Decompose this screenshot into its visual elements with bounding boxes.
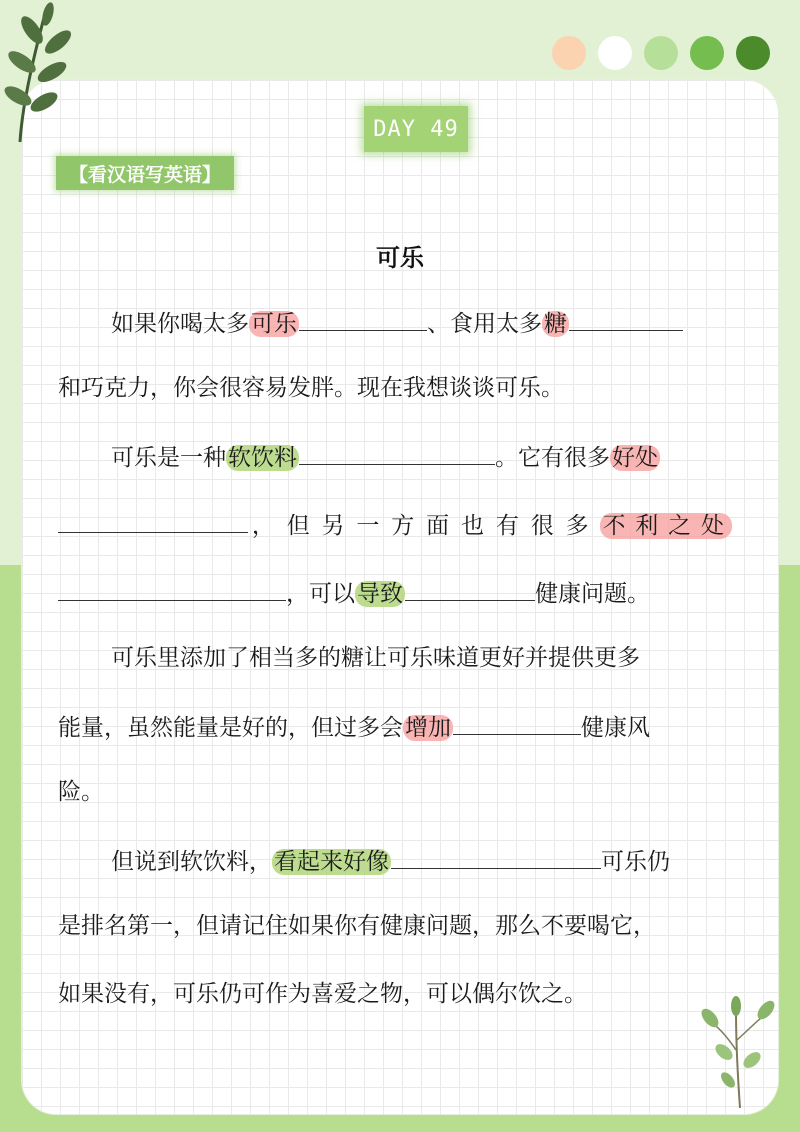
p1-text1: 如果你喝太多 bbox=[111, 311, 249, 337]
p2-text1: 可乐是一种 bbox=[111, 445, 226, 471]
p4-line1 bbox=[111, 842, 670, 876]
p2-line3 bbox=[58, 574, 650, 608]
p2-text2: 。它有很多 bbox=[495, 445, 610, 471]
p1-line1 bbox=[111, 304, 683, 338]
p3-line3 bbox=[58, 776, 104, 810]
leaf-branch-icon bbox=[0, 0, 90, 150]
p4-line3 bbox=[58, 978, 587, 1012]
highlight-seems-like: 看起来好像 bbox=[274, 849, 389, 875]
p2-line2 bbox=[58, 506, 732, 540]
p3-line3-text: 险。 bbox=[58, 779, 104, 805]
highlight-soft-drink: 软饮料 bbox=[228, 445, 297, 471]
highlight-benefits: 好处 bbox=[612, 445, 658, 471]
p3-text2: 健康风 bbox=[581, 715, 650, 741]
blank-input[interactable] bbox=[453, 708, 581, 735]
p3-text1: 能量，虽然能量是好的，但过多会 bbox=[58, 715, 403, 741]
p3-line1 bbox=[111, 642, 640, 676]
p4-line2 bbox=[58, 910, 656, 944]
blank-input[interactable] bbox=[299, 304, 427, 331]
p3-line2 bbox=[58, 708, 650, 742]
p2-line1 bbox=[111, 438, 660, 472]
p4-line2-text: 是排名第一，但请记住如果你有健康问题，那么不要喝它， bbox=[58, 913, 656, 939]
blank-input[interactable] bbox=[58, 506, 248, 533]
section-tag: 【看汉语写英语】 bbox=[56, 156, 234, 190]
highlight-sugar: 糖 bbox=[544, 311, 567, 337]
blank-input[interactable] bbox=[299, 438, 495, 465]
p4-text2: 可乐仍 bbox=[601, 849, 670, 875]
blank-input[interactable] bbox=[569, 304, 683, 331]
color-dots bbox=[552, 36, 770, 70]
blank-input[interactable] bbox=[405, 574, 535, 601]
blank-input[interactable] bbox=[391, 842, 601, 869]
p4-line3-text: 如果没有，可乐仍可作为喜爱之物，可以偶尔饮之。 bbox=[58, 981, 587, 1007]
p2-text3: ，但另一方面也有很多 bbox=[248, 513, 601, 539]
day-badge: DAY 49 bbox=[364, 106, 468, 152]
dot-white bbox=[598, 36, 632, 70]
highlight-lead-to: 导致 bbox=[357, 581, 403, 607]
dot-peach bbox=[552, 36, 586, 70]
p3-line1-text: 可乐里添加了相当多的糖让可乐味道更好并提供更多 bbox=[111, 645, 640, 671]
highlight-increase: 增加 bbox=[405, 715, 451, 741]
p4-text1: 但说到软饮料， bbox=[111, 849, 272, 875]
p1-line2-text: 和巧克力，你会很容易发胖。现在我想谈谈可乐。 bbox=[58, 375, 564, 401]
highlight-cola: 可乐 bbox=[251, 311, 297, 337]
blank-input[interactable] bbox=[58, 574, 286, 601]
p2-text4: ，可以 bbox=[286, 581, 355, 607]
p1-line2 bbox=[58, 372, 564, 406]
article-title: 可乐 bbox=[376, 244, 424, 272]
dot-light-green bbox=[644, 36, 678, 70]
highlight-disadvantages: 不利之处 bbox=[602, 513, 731, 539]
p2-text5: 健康问题。 bbox=[535, 581, 650, 607]
dot-dark-green bbox=[736, 36, 770, 70]
p1-text2: 、食用太多 bbox=[427, 311, 542, 337]
dot-green bbox=[690, 36, 724, 70]
sprout-plant-icon bbox=[696, 990, 780, 1110]
